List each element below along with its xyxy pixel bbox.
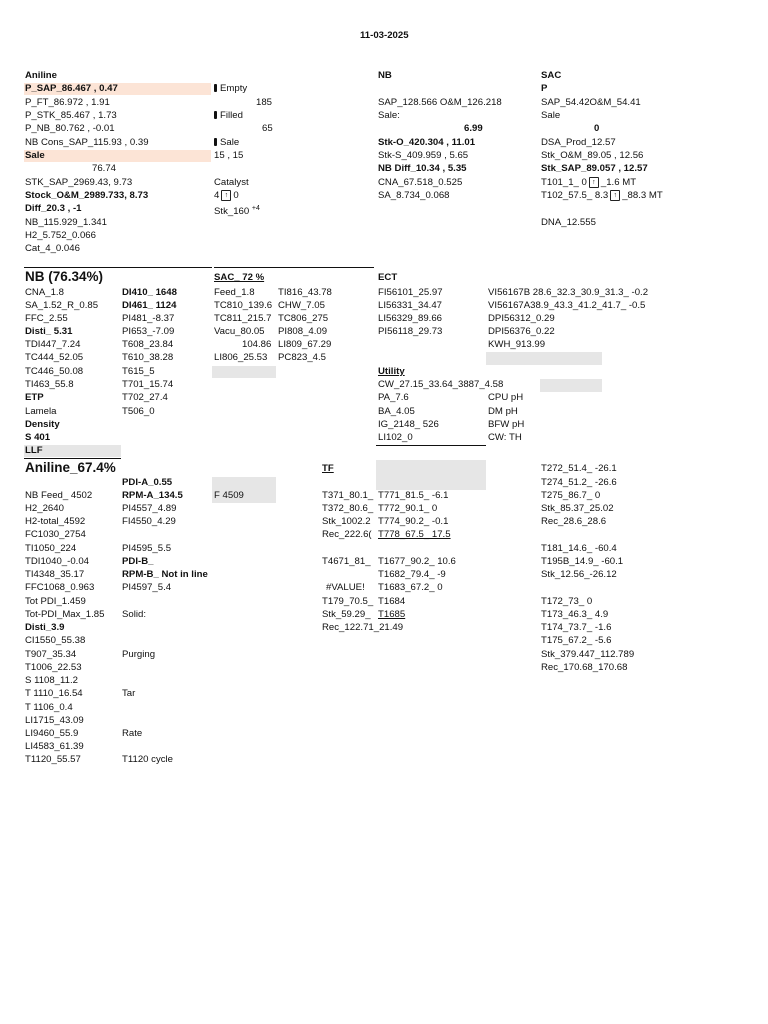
ect-title: ECT (378, 272, 398, 283)
aniline-col1: TI4348_35.17 (25, 569, 85, 580)
sac-section-title: SAC_ 72 % (214, 272, 265, 283)
utility-cell: LI102_0 (378, 432, 413, 443)
aniline-row: STK_SAP_2969.43, 9.73 (25, 177, 133, 188)
tank-empty: Empty (214, 83, 247, 95)
arrow-up-icon: ↑ (221, 190, 231, 201)
ect-empty-cell (486, 352, 602, 365)
nb-row: SAP_128.566 O&M_126.218 (378, 97, 502, 108)
pi4595: PI4595_5.5 (122, 543, 172, 554)
divider (376, 445, 486, 446)
tf-cell: Rec_222.6( (322, 529, 372, 540)
nb-col2: PI653_-7.09 (122, 326, 175, 337)
sac-cell: TI816_43.78 (278, 287, 332, 298)
nb-col2: PI481_-8.37 (122, 313, 175, 324)
tank-empty-value: 185 (256, 97, 273, 108)
aniline-row: Sale (25, 150, 45, 161)
divider (24, 267, 212, 268)
nb-row: NB Diff_10.34 , 5.35 (378, 163, 467, 174)
catalyst-label: Catalyst (214, 177, 249, 188)
highlight-sale (24, 150, 211, 162)
pi4597: PI4597_5.4 (122, 582, 172, 593)
aniline-section-title: Aniline_67.4% (25, 460, 116, 475)
nb-col1: CNA_1.8 (25, 287, 64, 298)
tank-level-icon (214, 138, 217, 146)
ect-cell: VI56167A38.9_43.3_41.2_41.7_ -0.5 (488, 300, 646, 311)
tf-title: TF (322, 463, 334, 474)
aniline-col1: Disti_3.9 (25, 622, 65, 633)
sac-empty-cell (212, 366, 276, 378)
pdi-a: PDI-A_0.55 (122, 477, 173, 488)
aniline-col1: T1006_22.53 (25, 662, 82, 673)
f4509: F 4509 (214, 490, 244, 501)
tf-cell: T372_80.6_ (322, 503, 374, 514)
tf-cell: T1684 (378, 596, 406, 607)
nb-col2: T610_38.28 (122, 352, 174, 363)
nb-col1: Lamela (25, 406, 57, 417)
rate-label: Rate (122, 728, 143, 739)
aniline-row: Cat_4_0.046 (25, 243, 80, 254)
sac-cell: CHW_7.05 (278, 300, 325, 311)
tf-cell: T1685 (378, 609, 406, 620)
sac-cell: Vacu_80.05 (214, 326, 265, 337)
stk-160: Stk_160 $^{+4}$ (214, 205, 260, 218)
tf-cell: T179_70.5_ (322, 596, 374, 607)
sac-row: Stk_O&M_89.05 , 12.56 (541, 150, 644, 161)
tf-cell: #VALUE! (326, 582, 365, 593)
nb-row: CNA_67.518_0.525 (378, 177, 463, 188)
tf-cell: T778_67.5_ 17.5 (378, 529, 451, 540)
nb-col2: DI410_ 1648 (122, 287, 177, 298)
tf-cell: Stk_59.29_ (322, 609, 371, 620)
right-cell: T275_86.7_ 0 (541, 490, 601, 501)
t101-row: T101_1_ 0 ↑ _1.6 MT (541, 177, 637, 189)
utility-cell: CPU pH (488, 392, 524, 403)
tf-cell: T371_80.1_ (322, 490, 374, 501)
aniline-row: P_NB_80.762 , -0.01 (25, 123, 115, 134)
purging-label: Purging (122, 649, 156, 660)
tf-cell: T1683_67.2_ 0 (378, 582, 443, 593)
aniline-row: NB Cons_SAP_115.93 , 0.39 (25, 137, 149, 148)
aniline-col1: T 1106_0.4 (25, 702, 73, 713)
utility-cell: BA_4.05 (378, 406, 415, 417)
aniline-col1: FC1030_2754 (25, 529, 86, 540)
divider (24, 458, 121, 459)
right-cell: T173_46.3_ 4.9 (541, 609, 609, 620)
ect-cell: KWH_913.99 (488, 339, 546, 350)
right-cell: Stk_12.56_-26.12 (541, 569, 617, 580)
aniline-col1: Tot-PDI_Max_1.85 (25, 609, 105, 620)
right-cell: T174_73.7_ -1.6 (541, 622, 612, 633)
pi4557: PI4557_4.89 (122, 503, 177, 514)
sac-cell: TC806_275 (278, 313, 329, 324)
aniline-row: P_SAP_86.467 , 0.47 (25, 83, 118, 94)
aniline-row: Stock_O&M_2989.733, 8.73 (25, 190, 149, 201)
right-cell: T195B_14.9_ -60.1 (541, 556, 624, 567)
rpm-a: RPM-A_134.5 (122, 490, 183, 501)
nb-col2: T506_0 (122, 406, 155, 417)
aniline-col1: T1120_55.57 (25, 754, 81, 765)
sac-title: SAC (541, 70, 562, 81)
ect-cell: DPI56376_0.22 (488, 326, 555, 337)
aniline-title: Aniline (25, 70, 57, 81)
aniline-row: NB_115.929_1.341 (25, 217, 107, 228)
nb-col2: T702_27.4 (122, 392, 168, 403)
tank-filled: Filled (214, 110, 243, 122)
nb-col1: Density (25, 419, 60, 430)
nb-col1: Disti_ 5.31 (25, 326, 73, 337)
tank-level-icon (214, 111, 217, 119)
sac-p: P (541, 83, 548, 94)
nb-row: Sale: (378, 110, 400, 121)
sac-row: 0 (594, 123, 600, 134)
fi4550: FI4550_4.29 (122, 516, 176, 527)
utility-empty-cell (540, 379, 602, 392)
nb-col1: LLF (25, 445, 43, 456)
nb-col2: DI461_ 1124 (122, 300, 177, 311)
right-cell: T172_73_ 0 (541, 596, 593, 607)
ect-cell: LI56331_34.47 (378, 300, 443, 311)
right-cell: T272_51.4_ -26.1 (541, 463, 617, 474)
sac-cell: PI808_4.09 (278, 326, 328, 337)
tf-cell: T774_90.2_ -0.1 (378, 516, 449, 527)
aniline-col1: H2-total_4592 (25, 516, 86, 527)
tf-cell: T4671_81_ (322, 556, 371, 567)
nb-col1: TI463_55.8 (25, 379, 74, 390)
utility-title: Utility (378, 366, 405, 377)
utility-cell: CW_27.15_33.64_3887_4.58 (378, 379, 504, 390)
aniline-col1: TDI1040_-0.04 (25, 556, 89, 567)
divider (214, 267, 374, 268)
nb-col1: ETP (25, 392, 44, 403)
aniline-col1: FFC1068_0.963 (25, 582, 95, 593)
catalyst-values: 4 ↑ 0 (214, 190, 239, 202)
utility-cell: IG_2148_ 526 (378, 419, 439, 430)
nb-col2: T608_23.84 (122, 339, 174, 350)
right-cell: Stk_379.447_112.789 (541, 649, 635, 660)
nb-row: Stk-S_409.959 , 5.65 (378, 150, 469, 161)
sac-cell: LI806_25.53 (214, 352, 268, 363)
aniline-col1: T 1110_16.54 (25, 688, 83, 699)
solid-label: Solid: (122, 609, 146, 620)
ect-cell: DPI56312_0.29 (488, 313, 555, 324)
ect-cell: VI56167B 28.6_32.3_30.9_31.3_ -0.2 (488, 287, 649, 298)
aniline-col1: TI1050_224 (25, 543, 77, 554)
aniline-col1: LI4583_61.39 (25, 741, 84, 752)
aniline-col1: Tot PDI_1.459 (25, 596, 86, 607)
right-cell: T181_14.6_ -60.4 (541, 543, 617, 554)
ect-cell: LI56329_89.66 (378, 313, 443, 324)
utility-cell: DM pH (488, 406, 518, 417)
sac-row: SAP_54.42O&M_54.41 (541, 97, 641, 108)
tf-cell: T1677_90.2_ 10.6 (378, 556, 456, 567)
sac-cell: TC811_215.7 (214, 313, 272, 324)
nb-title: NB (378, 70, 392, 81)
tf-cell: T771_81.5_ -6.1 (378, 490, 449, 501)
right-cell: T175_67.2_ -5.6 (541, 635, 612, 646)
nb-col1: TC444_52.05 (25, 352, 84, 363)
t102-row: T102_57.5_ 8.3 ↑ _88.3 MT (541, 190, 663, 202)
ect-cell: PI56118_29.73 (378, 326, 443, 337)
nb-col1: TDI447_7.24 (25, 339, 81, 350)
nb-col1: SA_1.52_R_0.85 (25, 300, 99, 311)
sac-row: Sale (541, 110, 561, 121)
right-cell: Rec_170.68_170.68 (541, 662, 628, 673)
nb-row: 6.99 (464, 123, 483, 134)
nb-section-title: NB (76.34%) (25, 269, 104, 284)
arrow-up-icon: ↑ (610, 190, 620, 201)
sac-row: Stk_SAP_89.057 , 12.57 (541, 163, 648, 174)
nb-col2: T615_5 (122, 366, 155, 377)
aniline-col1: LI9460_55.9 (25, 728, 79, 739)
nb-col1: FFC_2.55 (25, 313, 68, 324)
aniline-col1: CI1550_55.38 (25, 635, 86, 646)
aniline-col1: NB Feed_ 4502 (25, 490, 93, 501)
sac-cell: LI809_67.29 (278, 339, 332, 350)
nb-col1: S 401 (25, 432, 51, 443)
report-date: 11-03-2025 (360, 30, 409, 41)
tar-label: Tar (122, 688, 136, 699)
right-cell: T274_51.2_ -26.6 (541, 477, 617, 488)
tf-cell: Stk_1002.2 (322, 516, 371, 527)
utility-cell: CW: TH (488, 432, 522, 443)
aniline-row: Diff_20.3 , -1 (25, 203, 82, 214)
tf-cell: T1682_79.4_ -9 (378, 569, 446, 580)
ect-cell: FI56101_25.97 (378, 287, 443, 298)
tank-filled-value: 65 (262, 123, 273, 134)
aniline-row: 76.74 (92, 163, 117, 174)
sac-cell: 104.86 (242, 339, 272, 350)
utility-cell: PA_7.6 (378, 392, 409, 403)
tf-cell: Rec_122.71_21.49 (322, 622, 404, 633)
arrow-up-icon: ↑ (589, 177, 599, 188)
utility-cell: BFW pH (488, 419, 525, 430)
tank-level-icon (214, 84, 217, 92)
t1120-cycle-label: T1120 cycle (122, 754, 174, 765)
nb-col1: TC446_50.08 (25, 366, 84, 377)
nb-col2: T701_15.74 (122, 379, 174, 390)
right-cell: Rec_28.6_28.6 (541, 516, 607, 527)
sac-cell: Feed_1.8 (214, 287, 255, 298)
right-cell: Stk_85.37_25.02 (541, 503, 614, 514)
rpm-b: RPM-B_ Not in line (122, 569, 208, 580)
dna-row: DNA_12.555 (541, 217, 596, 228)
tf-cell: T772_90.1_ 0 (378, 503, 438, 514)
aniline-col1: S 1108_11.2 (25, 675, 78, 686)
pdi-b: PDI-B_ (122, 556, 154, 567)
tank-sale-value: 15 , 15 (214, 150, 244, 161)
aniline-col1: H2_2640 (25, 503, 64, 514)
nb-row: Stk-O_420.304 , 11.01 (378, 137, 476, 148)
tf-empty-cell (376, 460, 486, 490)
sac-cell: TC810_139.6 (214, 300, 273, 311)
aniline-row: P_STK_85.467 , 1.73 (25, 110, 117, 121)
sac-cell: PC823_4.5 (278, 352, 327, 363)
aniline-row: H2_5.752_0.066 (25, 230, 96, 241)
sac-row: DSA_Prod_12.57 (541, 137, 616, 148)
aniline-row: P_FT_86.972 , 1.91 (25, 97, 110, 108)
aniline-col1: T907_35.34 (25, 649, 77, 660)
nb-row: SA_8.734_0.068 (378, 190, 450, 201)
aniline-col1: LI1715_43.09 (25, 715, 84, 726)
tank-sale: Sale (214, 137, 239, 149)
